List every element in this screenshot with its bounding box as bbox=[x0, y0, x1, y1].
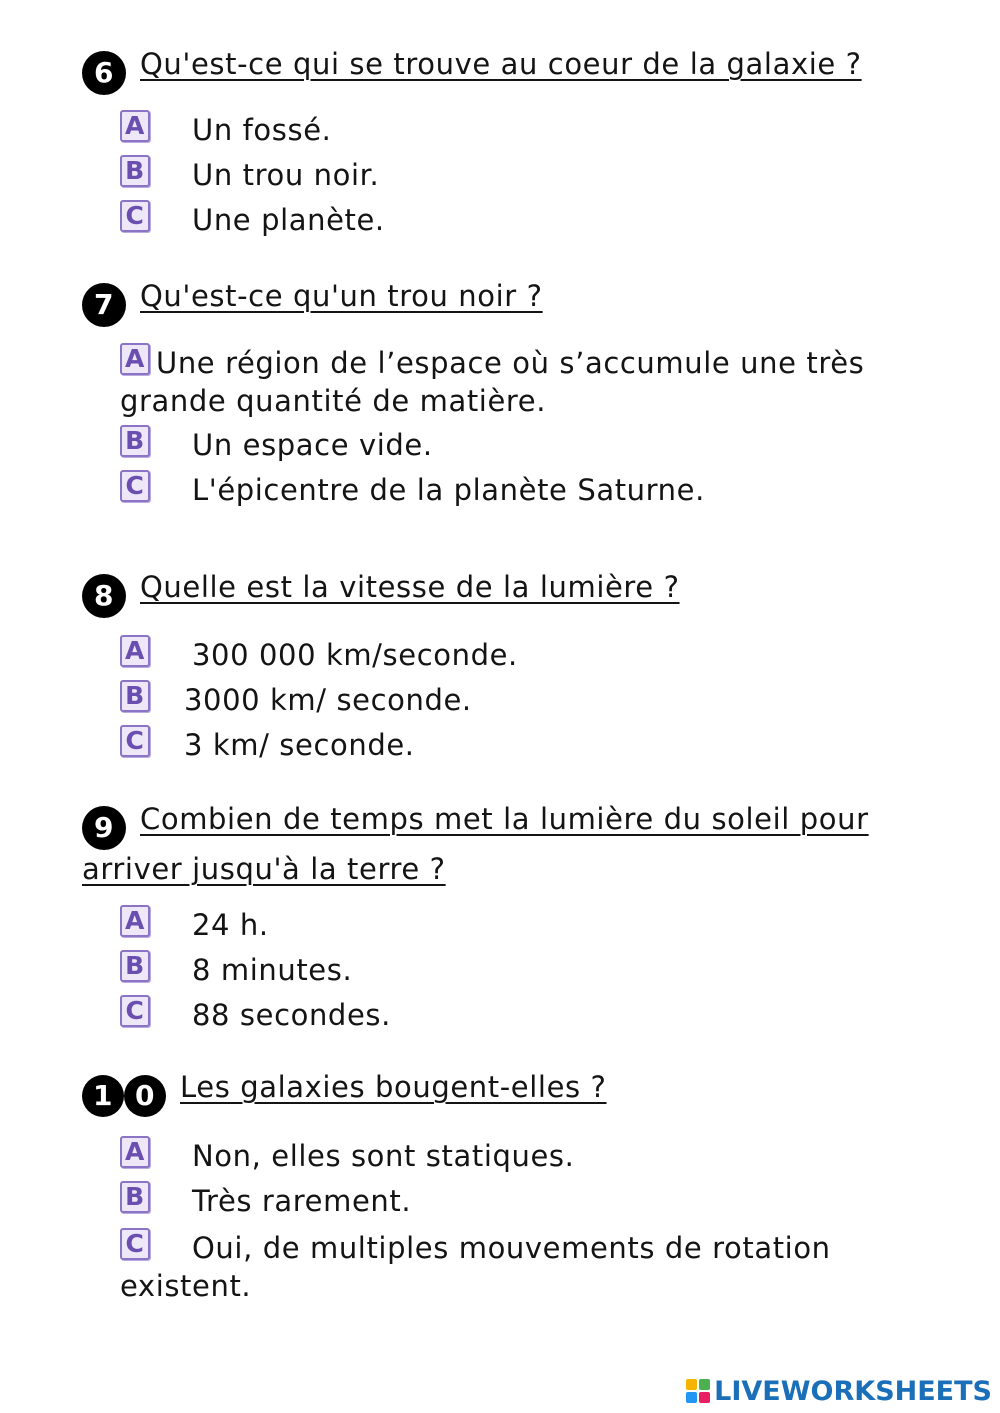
q9-option-c-text: 88 secondes. bbox=[192, 998, 391, 1032]
q6-option-a[interactable] bbox=[120, 110, 331, 150]
option-letter-a-icon: A bbox=[120, 343, 150, 375]
question-8 bbox=[82, 568, 972, 618]
q7-option-a[interactable] bbox=[120, 343, 940, 420]
question-9-text: Combien de temps met la lumière du soleil pour arriver jusqu'à la terre ? bbox=[82, 802, 869, 886]
q8-option-b[interactable] bbox=[120, 680, 472, 720]
option-letter-c-icon: C bbox=[120, 470, 150, 502]
question-10-text: Les galaxies bougent-elles ? bbox=[180, 1070, 607, 1104]
question-number-6-icon: 6 bbox=[82, 51, 126, 95]
option-letter-b-icon: B bbox=[120, 680, 150, 712]
q6-option-c[interactable] bbox=[120, 200, 385, 240]
option-letter-a-icon: A bbox=[120, 905, 150, 937]
q6-option-b-text: Un trou noir. bbox=[192, 158, 380, 192]
q10-option-c[interactable] bbox=[120, 1228, 940, 1305]
q7-option-b-text: Un espace vide. bbox=[192, 428, 433, 462]
liveworksheets-brand bbox=[686, 1374, 992, 1408]
q7-option-c-text: L'épicentre de la planète Saturne. bbox=[192, 473, 705, 507]
q10-option-b-text: Très rarement. bbox=[192, 1184, 412, 1218]
question-10 bbox=[82, 1068, 972, 1117]
q7-option-c[interactable] bbox=[120, 470, 705, 510]
question-8-text: Quelle est la vitesse de la lumière ? bbox=[140, 570, 680, 604]
q6-option-c-text: Une planète. bbox=[192, 203, 385, 237]
q6-option-a-text: Un fossé. bbox=[192, 113, 332, 147]
question-number-10-digit-1-icon: 1 bbox=[82, 1075, 124, 1117]
q10-option-b[interactable] bbox=[120, 1181, 411, 1221]
option-letter-b-icon: B bbox=[120, 155, 150, 187]
q10-option-a[interactable] bbox=[120, 1136, 574, 1176]
q7-option-b[interactable] bbox=[120, 425, 433, 465]
q8-option-c-text: 3 km/ seconde. bbox=[184, 728, 415, 762]
q9-option-b-text: 8 minutes. bbox=[192, 953, 353, 987]
option-letter-c-icon: C bbox=[120, 725, 150, 757]
option-letter-b-icon: B bbox=[120, 1181, 150, 1213]
option-letter-c-icon: C bbox=[120, 200, 150, 232]
question-number-9-icon: 9 bbox=[82, 806, 126, 850]
q8-option-c[interactable] bbox=[120, 725, 415, 765]
question-9 bbox=[82, 800, 882, 888]
q9-option-a[interactable] bbox=[120, 905, 269, 945]
question-number-8-icon: 8 bbox=[82, 574, 126, 618]
question-6 bbox=[82, 45, 972, 95]
q6-option-b[interactable] bbox=[120, 155, 379, 195]
liveworksheets-logo-icon bbox=[686, 1379, 710, 1403]
q8-option-a[interactable] bbox=[120, 635, 518, 675]
q7-option-a-text: Une région de l’espace où s’accumule une très grande quantité de matière. bbox=[120, 346, 865, 418]
q10-option-c-text: Oui, de multiples mouvements de rotation existent. bbox=[120, 1231, 831, 1303]
q9-option-c[interactable] bbox=[120, 995, 391, 1035]
q9-option-a-text: 24 h. bbox=[192, 908, 269, 942]
option-letter-b-icon: B bbox=[120, 950, 150, 982]
option-letter-c-icon: C bbox=[120, 995, 150, 1027]
option-letter-b-icon: B bbox=[120, 425, 150, 457]
question-number-7-icon: 7 bbox=[82, 283, 126, 327]
question-7-text: Qu'est-ce qu'un trou noir ? bbox=[140, 279, 543, 313]
question-6-text: Qu'est-ce qui se trouve au coeur de la galaxie ? bbox=[140, 47, 862, 81]
q9-option-b[interactable] bbox=[120, 950, 352, 990]
question-number-10-digit-0-icon: 0 bbox=[124, 1075, 166, 1117]
question-7 bbox=[82, 277, 972, 327]
option-letter-c-icon: C bbox=[120, 1228, 150, 1260]
q10-option-a-text: Non, elles sont statiques. bbox=[192, 1139, 575, 1173]
q8-option-a-text: 300 000 km/seconde. bbox=[192, 638, 518, 672]
q8-option-b-text: 3000 km/ seconde. bbox=[184, 683, 472, 717]
option-letter-a-icon: A bbox=[120, 635, 150, 667]
option-letter-a-icon: A bbox=[120, 110, 150, 142]
option-letter-a-icon: A bbox=[120, 1136, 150, 1168]
brand-name: LIVEWORKSHEETS bbox=[714, 1375, 992, 1407]
